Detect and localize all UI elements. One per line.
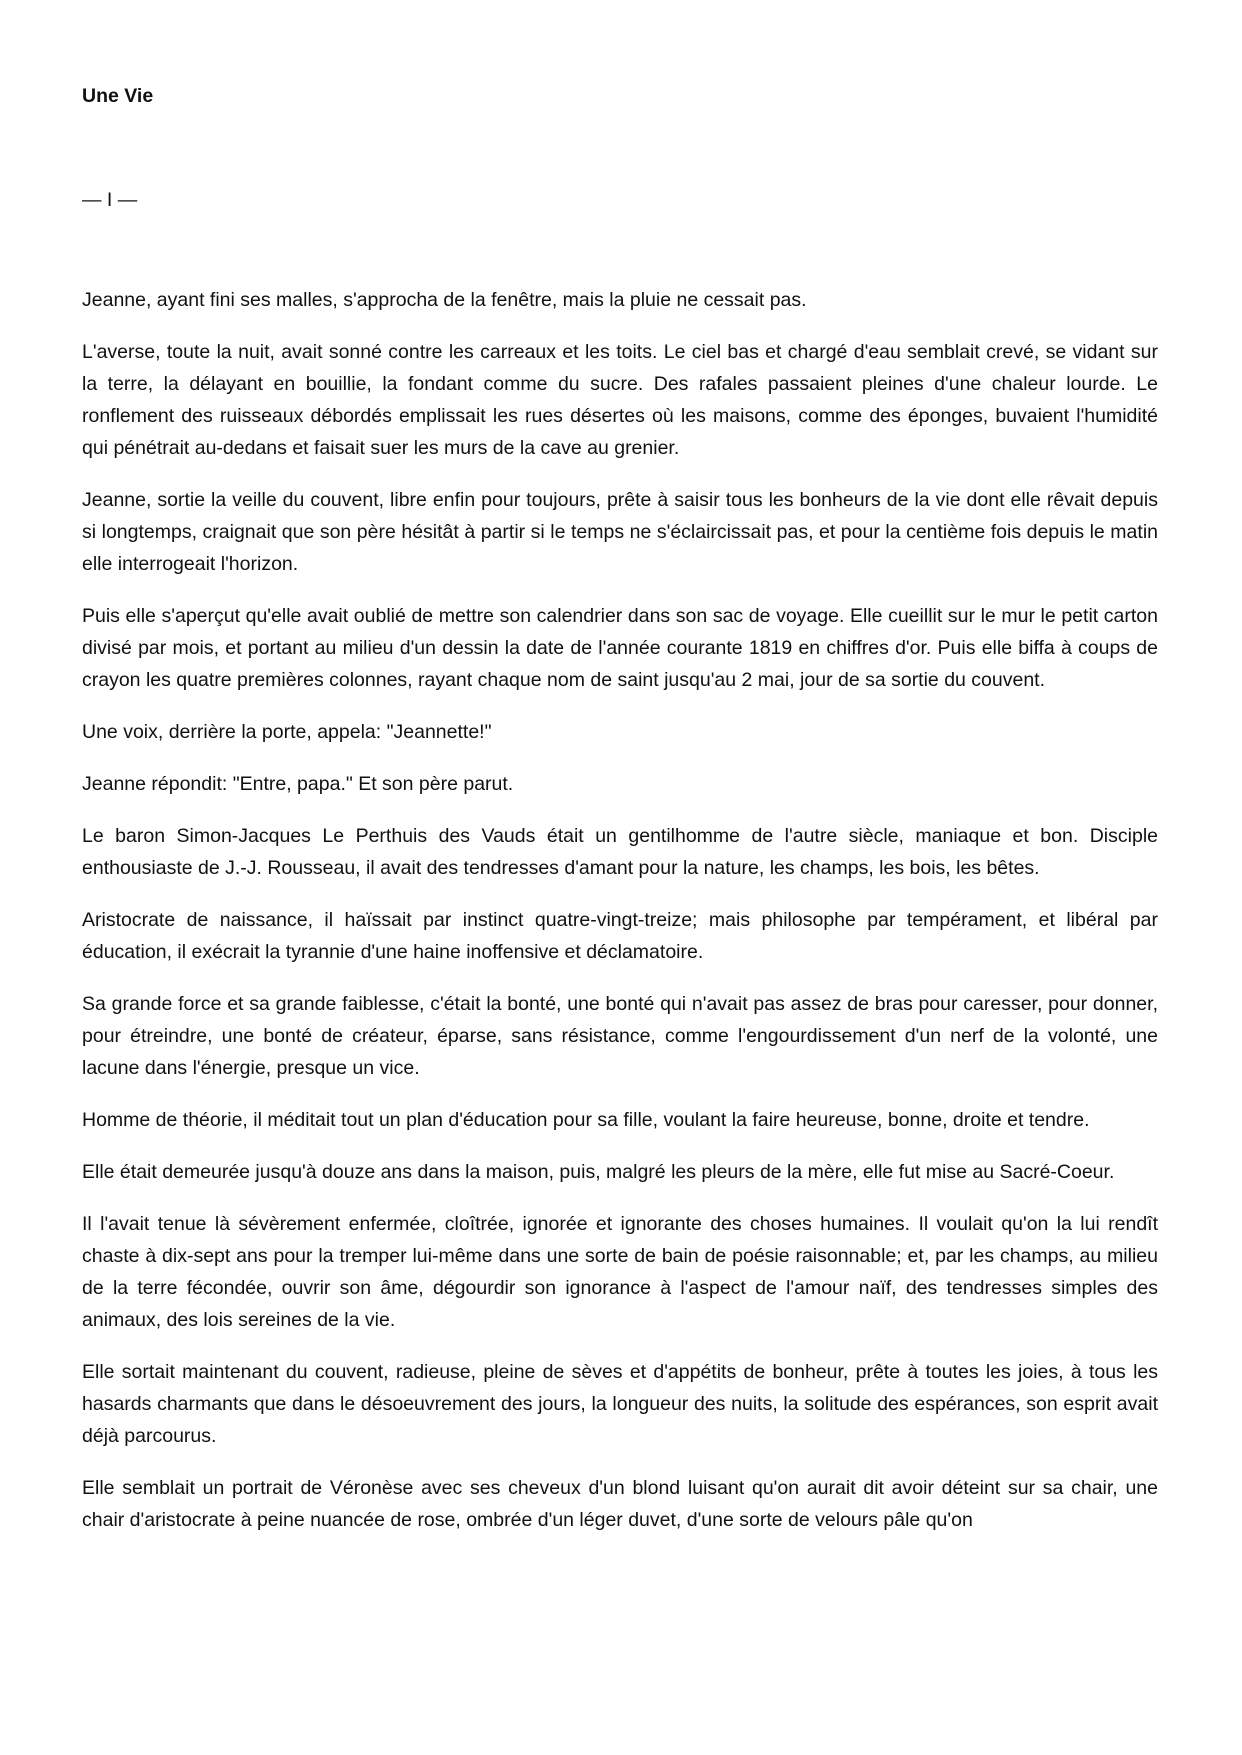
paragraph: Puis elle s'aperçut qu'elle avait oublié de mettre son calendrier dans son sac de voyage. Elle cueillit sur le mur le petit carton divisé par mois, et portant au milieu d'un dessin la date de l'année courante 1819 en chiffres d'or. Puis elle biffa à coups de crayon les quatre premières colonnes, rayant chaque nom de saint jusqu'au 2 mai, jour de sa sortie du couvent. bbox=[82, 605, 1158, 691]
paragraph: Elle semblait un portrait de Véronèse avec ses cheveux d'un blond luisant qu'on aurait dit avoir déteint sur sa chair, une chair d'aristocrate à peine nuancée de rose, ombrée d'un léger duvet, d'une sorte de velours pâle qu'on bbox=[82, 1477, 1158, 1531]
paragraph: Jeanne, sortie la veille du couvent, libre enfin pour toujours, prête à saisir tous les bonheurs de la vie dont elle rêvait depuis si longtemps, craignait que son père hésitât à partir si le temps ne s'éclaircissait pas, et pour la centième fois depuis le matin elle interrogeait l'horizon. bbox=[82, 489, 1158, 575]
document-page bbox=[82, 80, 1158, 1531]
paragraph: Jeanne répondit: "Entre, papa." Et son père parut. bbox=[82, 773, 514, 795]
paragraph: Le baron Simon-Jacques Le Perthuis des Vauds était un gentilhomme de l'autre siècle, maniaque et bon. Disciple enthousiaste de J.-J. Rousseau, il avait des tendresses d'amant pour la nature, les champs, les bois, les bêtes. bbox=[82, 825, 1158, 879]
paragraph: Sa grande force et sa grande faiblesse, c'était la bonté, une bonté qui n'avait pas assez de bras pour caresser, pour donner, pour étreindre, une bonté de créateur, éparse, sans résistance, comme l'engourdissement d'un nerf de la volonté, une lacune dans l'énergie, presque un vice. bbox=[82, 993, 1158, 1079]
paragraph: Elle était demeurée jusqu'à douze ans dans la maison, puis, malgré les pleurs de la mère, elle fut mise au Sacré-Coeur. bbox=[82, 1161, 1115, 1183]
paragraph: Elle sortait maintenant du couvent, radieuse, pleine de sèves et d'appétits de bonheur, prête à toutes les joies, à tous les hasards charmants que dans le désoeuvrement des jours, la longueur des nuits, la solitude des espérances, son esprit avait déjà parcourus. bbox=[82, 1361, 1158, 1447]
paragraph: Il l'avait tenue là sévèrement enfermée, cloîtrée, ignorée et ignorante des choses humaines. Il voulait qu'on la lui rendît chaste à dix-sept ans pour la tremper lui-même dans une sorte de bain de poésie raisonnable; et, par les champs, au milieu de la terre fécondée, ouvrir son âme, dégourdir son ignorance à l'aspect de l'amour naïf, des tendresses simples des animaux, des lois sereines de la vie. bbox=[82, 1213, 1158, 1331]
paragraph: Jeanne, ayant fini ses malles, s'approcha de la fenêtre, mais la pluie ne cessait pas. bbox=[82, 289, 807, 311]
chapter-heading: — I — bbox=[82, 189, 138, 211]
paragraph: Homme de théorie, il méditait tout un plan d'éducation pour sa fille, voulant la faire heureuse, bonne, droite et tendre. bbox=[82, 1109, 1090, 1131]
paragraph: Une voix, derrière la porte, appela: "Jeannette!" bbox=[82, 721, 492, 743]
document-title: Une Vie bbox=[82, 85, 154, 107]
paragraph: Aristocrate de naissance, il haïssait par instinct quatre-vingt-treize; mais philosophe par tempérament, et libéral par éducation, il exécrait la tyrannie d'une haine inoffensive et déclamatoire. bbox=[82, 909, 1158, 963]
paragraph: L'averse, toute la nuit, avait sonné contre les carreaux et les toits. Le ciel bas et chargé d'eau semblait crevé, se vidant sur la terre, la délayant en bouillie, la fondant comme du sucre. Des rafales passaient pleines d'une chaleur lourde. Le ronflement des ruisseaux débordés emplissait les rues désertes où les maisons, comme des éponges, buvaient l'humidité qui pénétrait au-dedans et faisait suer les murs de la cave au grenier. bbox=[82, 341, 1158, 459]
document-body bbox=[82, 284, 1158, 1556]
